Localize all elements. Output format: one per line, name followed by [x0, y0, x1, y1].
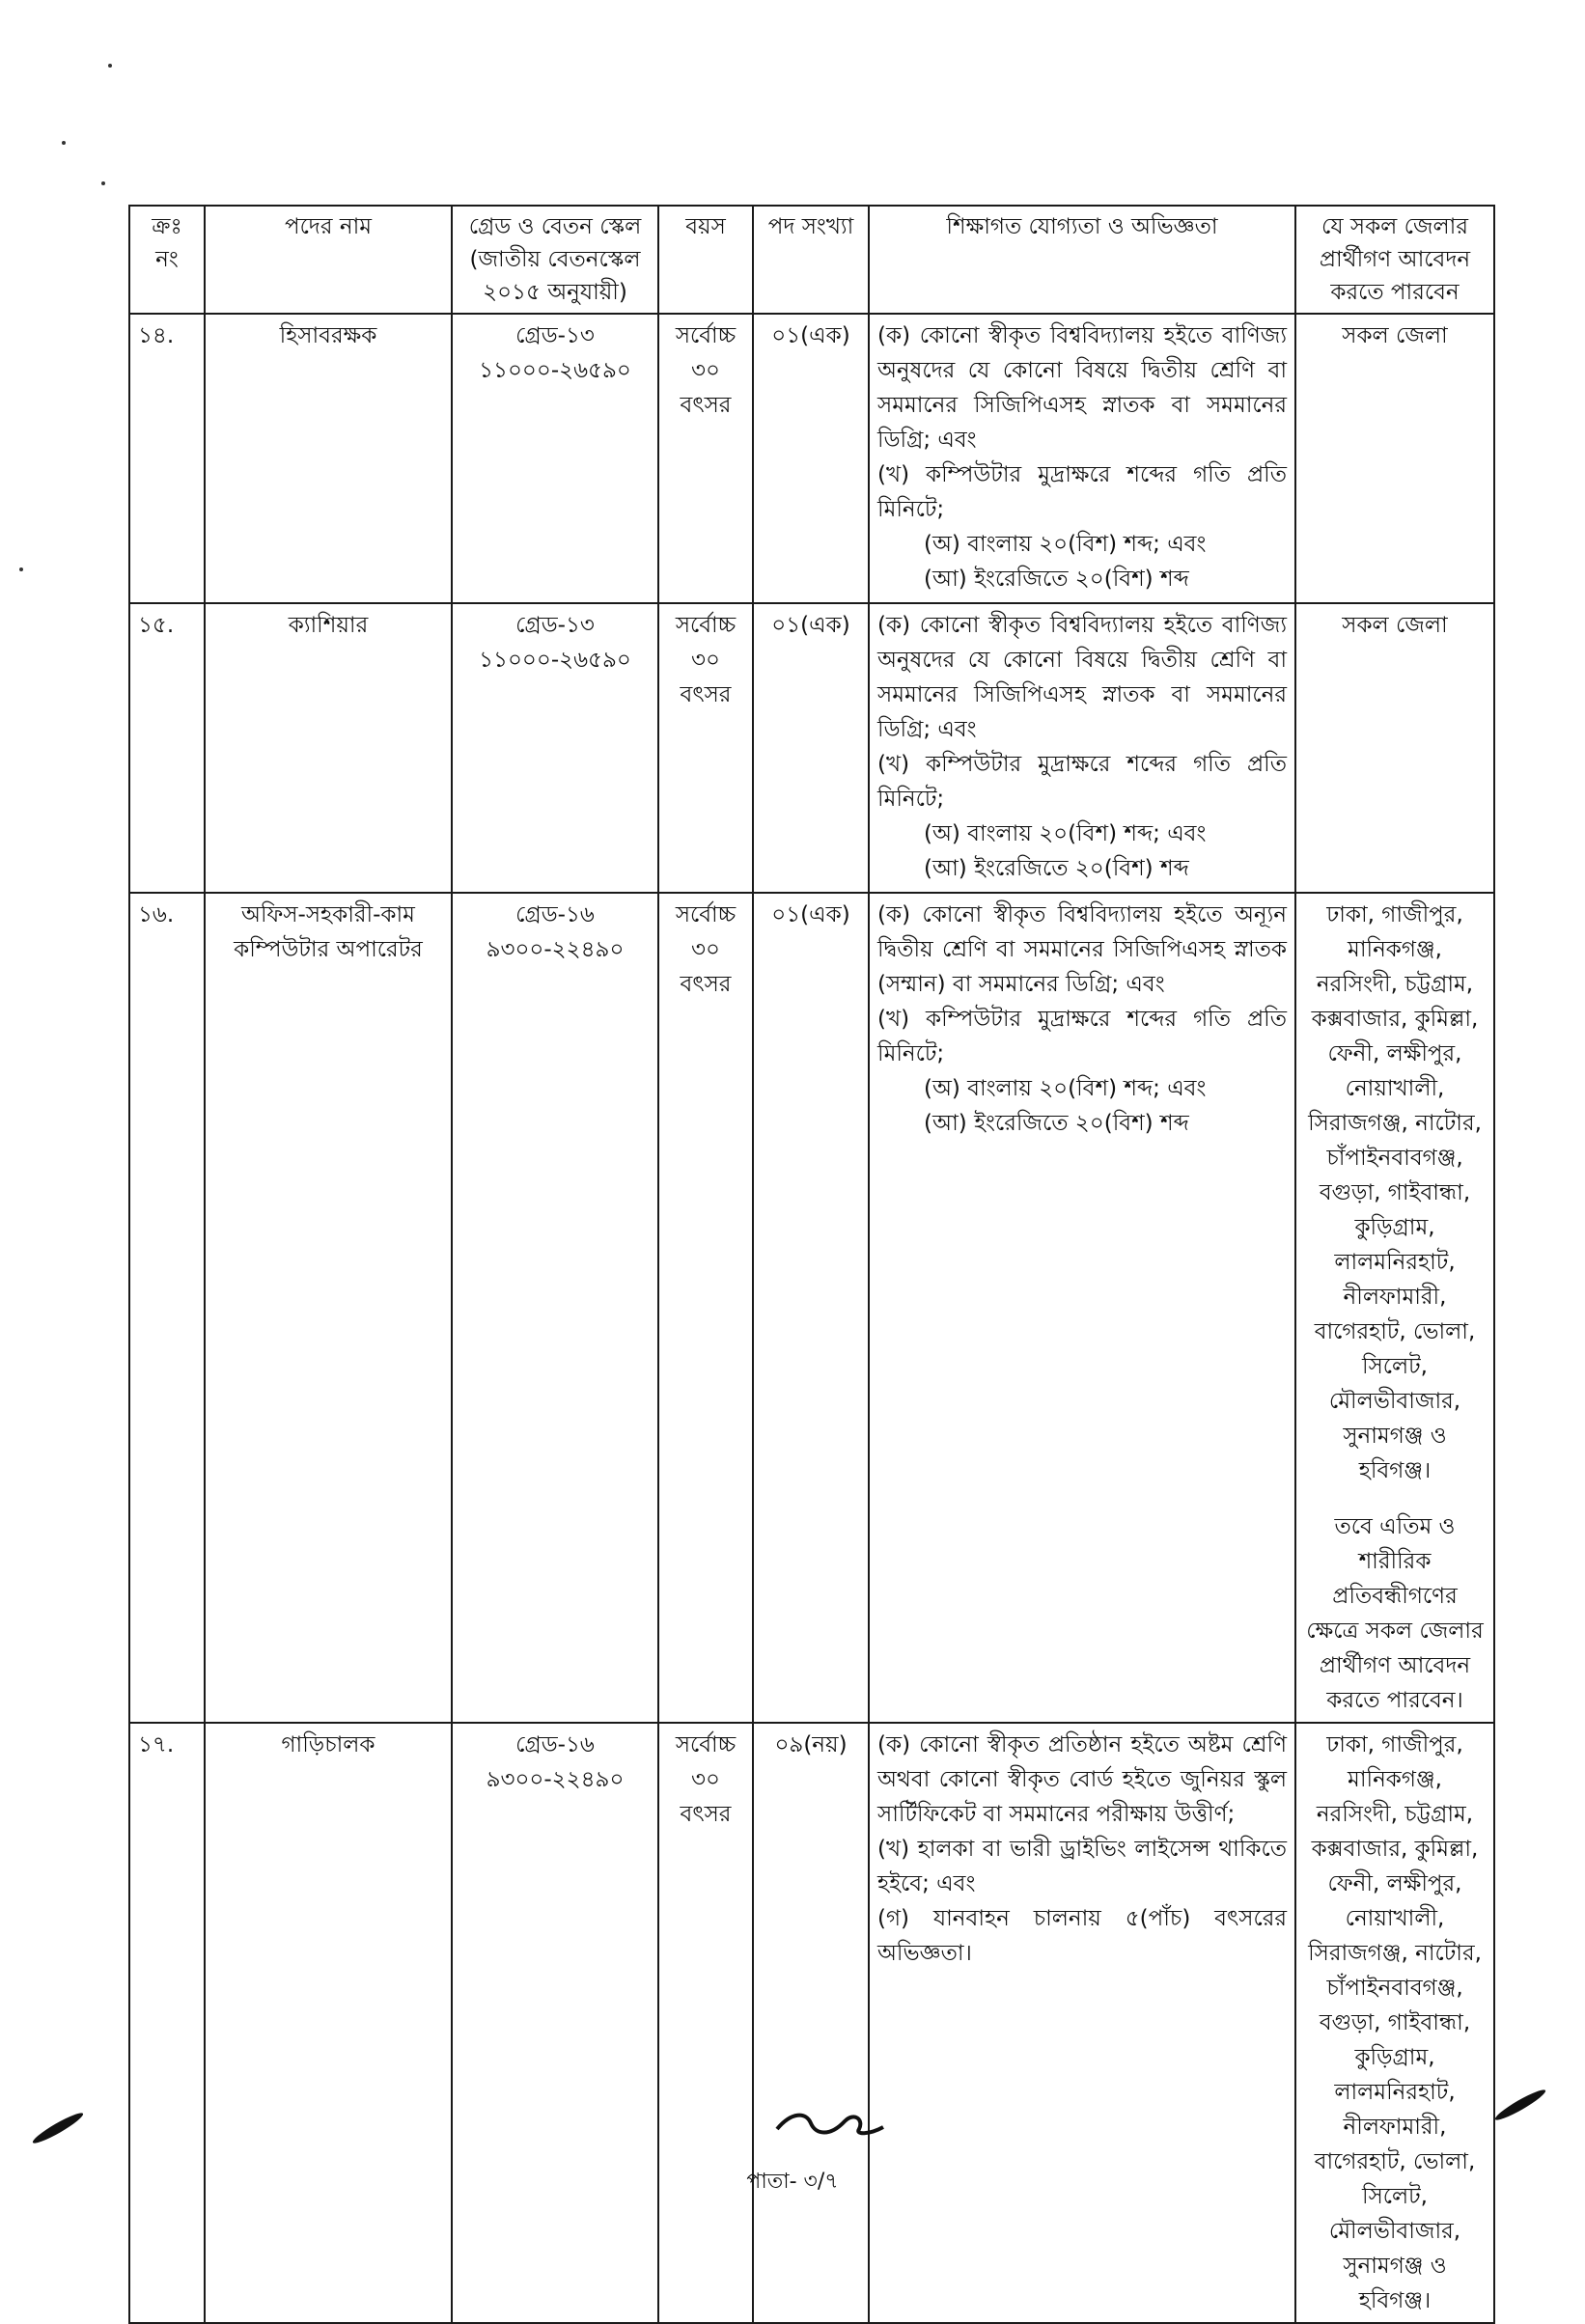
age-cell: সর্বোচ্চ ৩০ বৎসর — [658, 1723, 753, 2323]
age-cell: সর্বোচ্চ ৩০ বৎসর — [658, 893, 753, 1723]
post-name-cell: ক্যাশিয়ার — [205, 603, 452, 893]
districts-cell — [1295, 314, 1494, 603]
page-number: পাতা- ৩/৭ — [746, 2170, 839, 2194]
districts-text: সকল জেলা — [1342, 323, 1448, 348]
grade-text: গ্রেড-১৬ — [515, 1732, 595, 1757]
post-count-cell: ০১(এক) — [753, 314, 869, 603]
qualification-subitem: (আ) ইংরেজিতে ২০(বিশ) শব্দ — [924, 856, 1189, 881]
post-name-cell: হিসাবরক্ষক — [205, 314, 452, 603]
post-count-cell: ০১(এক) — [753, 893, 869, 1723]
districts-note: তবে এতিম ও শারীরিক প্রতিবন্ধীগণের ক্ষেত্রে সকল জেলার প্রার্থীগণ আবেদন করতে পারবেন। — [1306, 1514, 1484, 1713]
qualification-item: (গ) যানবাহন চালনায় ৫(পাঁচ) বৎসরের অভিজ্ঞতা। — [877, 1906, 1287, 1966]
qualification-cell — [869, 314, 1295, 603]
header-grade-scale: গ্রেড ও বেতন স্কেল (জাতীয় বেতনস্কেল ২০১৫ অনুযায়ী) — [452, 206, 658, 314]
grade-text: গ্রেড-১৩ — [515, 323, 595, 348]
table-row — [129, 893, 1494, 1723]
post-name-cell: গাড়িচালক — [205, 1723, 452, 2323]
scale-text: ৯৩০০-২২৪৯০ — [486, 937, 625, 962]
qualification-item: (ক) কোনো স্বীকৃত বিশ্ববিদ্যালয় হইতে বাণিজ্য অনুষদের যে কোনো বিষয়ে দ্বিতীয় শ্রেণি বা সমমানের সিজিপিএসহ স্নাতক বা সমমানের ডিগ্রি; এবং — [877, 613, 1287, 742]
age-cell: সর্বোচ্চ ৩০ বৎসর — [658, 603, 753, 893]
scale-text: ১১০০০-২৬৫৯০ — [479, 358, 631, 383]
qualification-item: (ক) কোনো স্বীকৃত প্রতিষ্ঠান হইতে অষ্টম শ্রেণি অথবা কোনো স্বীকৃত বোর্ড হইতে জুনিয়র স্কুল সার্টিফিকেট বা সমমানের পরীক্ষায় উত্তীর্ণ; — [877, 1732, 1287, 1827]
recruitment-table — [128, 205, 1495, 2324]
serial-cell: ১৪. — [129, 314, 205, 603]
serial-cell: ১৫. — [129, 603, 205, 893]
qualification-item: (ক) কোনো স্বীকৃত বিশ্ববিদ্যালয় হইতে অন্যূন দ্বিতীয় শ্রেণি বা সমমানের সিজিপিএসহ স্নাতক (সম্মান) বা সমমানের ডিগ্রি; এবং — [877, 902, 1287, 997]
qualification-cell — [869, 1723, 1295, 2323]
table-row — [129, 314, 1494, 603]
signature-mark — [772, 2102, 888, 2141]
table-row — [129, 1723, 1494, 2323]
qualification-item: (ক) কোনো স্বীকৃত বিশ্ববিদ্যালয় হইতে বাণিজ্য অনুষদের যে কোনো বিষয়ে দ্বিতীয় শ্রেণি বা সমমানের সিজিপিএসহ স্নাতক বা সমমানের ডিগ্রি; এবং — [877, 323, 1287, 453]
qualification-subitem: (আ) ইংরেজিতে ২০(বিশ) শব্দ — [924, 1111, 1189, 1136]
scan-speck — [62, 141, 66, 145]
districts-text: ঢাকা, গাজীপুর, মানিকগঞ্জ, নরসিংদী, চট্টগ্রাম, কক্সবাজার, কুমিল্লা, ফেনী, লক্ষীপুর, নোয়াখালী, সিরাজগঞ্জ, নাটোর, চাঁপাইনবাবগঞ্জ, বগুড়া, গাইবান্ধা, কুড়িগ্রাম, লালমনিরহাট, নীলফামারী, বাগেরহাট, ভোলা, সিলেট, মৌলভীবাজার, সুনামগঞ্জ ও হবিগঞ্জ। — [1308, 1732, 1482, 2313]
serial-cell: ১৬. — [129, 893, 205, 1723]
qualification-item: (খ) কম্পিউটার মুদ্রাক্ষরে শব্দের গতি প্রতি মিনিটে; — [877, 462, 1287, 522]
scan-speck — [108, 64, 112, 68]
scan-speck — [101, 181, 105, 185]
age-cell: সর্বোচ্চ ৩০ বৎসর — [658, 314, 753, 603]
grade-scale-cell — [452, 1723, 658, 2323]
header-post-name: পদের নাম — [205, 206, 452, 314]
scale-text: ৯৩০০-২২৪৯০ — [486, 1767, 625, 1792]
grade-scale-cell — [452, 603, 658, 893]
districts-text: সকল জেলা — [1342, 613, 1448, 638]
districts-cell — [1295, 893, 1494, 1723]
qualification-item: (খ) হালকা বা ভারী ড্রাইভিং লাইসেন্স থাকিতে হইবে; এবং — [877, 1837, 1287, 1896]
scale-text: ১১০০০-২৬৫৯০ — [479, 648, 631, 673]
serial-cell: ১৭. — [129, 1723, 205, 2323]
qualification-item: (খ) কম্পিউটার মুদ্রাক্ষরে শব্দের গতি প্রতি মিনিটে; — [877, 1007, 1287, 1066]
pen-mark-right — [1493, 2087, 1548, 2124]
qualification-subitem: (আ) ইংরেজিতে ২০(বিশ) শব্দ — [924, 567, 1189, 592]
qualification-item: (খ) কম্পিউটার মুদ্রাক্ষরে শব্দের গতি প্রতি মিনিটে; — [877, 752, 1287, 812]
qualification-cell — [869, 603, 1295, 893]
qualification-subitem: (অ) বাংলায় ২০(বিশ) শব্দ; এবং — [924, 532, 1207, 557]
table-header-row — [129, 206, 1494, 314]
header-qualification: শিক্ষাগত যোগ্যতা ও অভিজ্ঞতা — [869, 206, 1295, 314]
scan-speck — [19, 567, 23, 571]
grade-text: গ্রেড-১৩ — [515, 613, 595, 638]
header-post-count: পদ সংখ্যা — [753, 206, 869, 314]
qualification-cell — [869, 893, 1295, 1723]
grade-scale-cell — [452, 893, 658, 1723]
header-serial: ক্রঃ নং — [129, 206, 205, 314]
districts-cell — [1295, 603, 1494, 893]
post-name-cell: অফিস-সহকারী-কাম কম্পিউটার অপারেটর — [205, 893, 452, 1723]
districts-text: ঢাকা, গাজীপুর, মানিকগঞ্জ, নরসিংদী, চট্টগ্রাম, কক্সবাজার, কুমিল্লা, ফেনী, লক্ষীপুর, নোয়াখালী, সিরাজগঞ্জ, নাটোর, চাঁপাইনবাবগঞ্জ, বগুড়া, গাইবান্ধা, কুড়িগ্রাম, লালমনিরহাট, নীলফামারী, বাগেরহাট, ভোলা, সিলেট, মৌলভীবাজার, সুনামগঞ্জ ও হবিগঞ্জ। — [1308, 902, 1482, 1483]
header-age: বয়স — [658, 206, 753, 314]
qualification-subitem: (অ) বাংলায় ২০(বিশ) শব্দ; এবং — [924, 821, 1207, 846]
table-row — [129, 603, 1494, 893]
header-districts: যে সকল জেলার প্রার্থীগণ আবেদন করতে পারবেন — [1295, 206, 1494, 314]
post-count-cell: ০৯(নয়) — [753, 1723, 869, 2323]
spacer — [1304, 1488, 1486, 1509]
grade-scale-cell — [452, 314, 658, 603]
pen-mark-left — [31, 2110, 86, 2147]
qualification-subitem: (অ) বাংলায় ২০(বিশ) শব্দ; এবং — [924, 1076, 1207, 1101]
grade-text: গ্রেড-১৬ — [515, 902, 595, 927]
post-count-cell: ০১(এক) — [753, 603, 869, 893]
districts-cell — [1295, 1723, 1494, 2323]
